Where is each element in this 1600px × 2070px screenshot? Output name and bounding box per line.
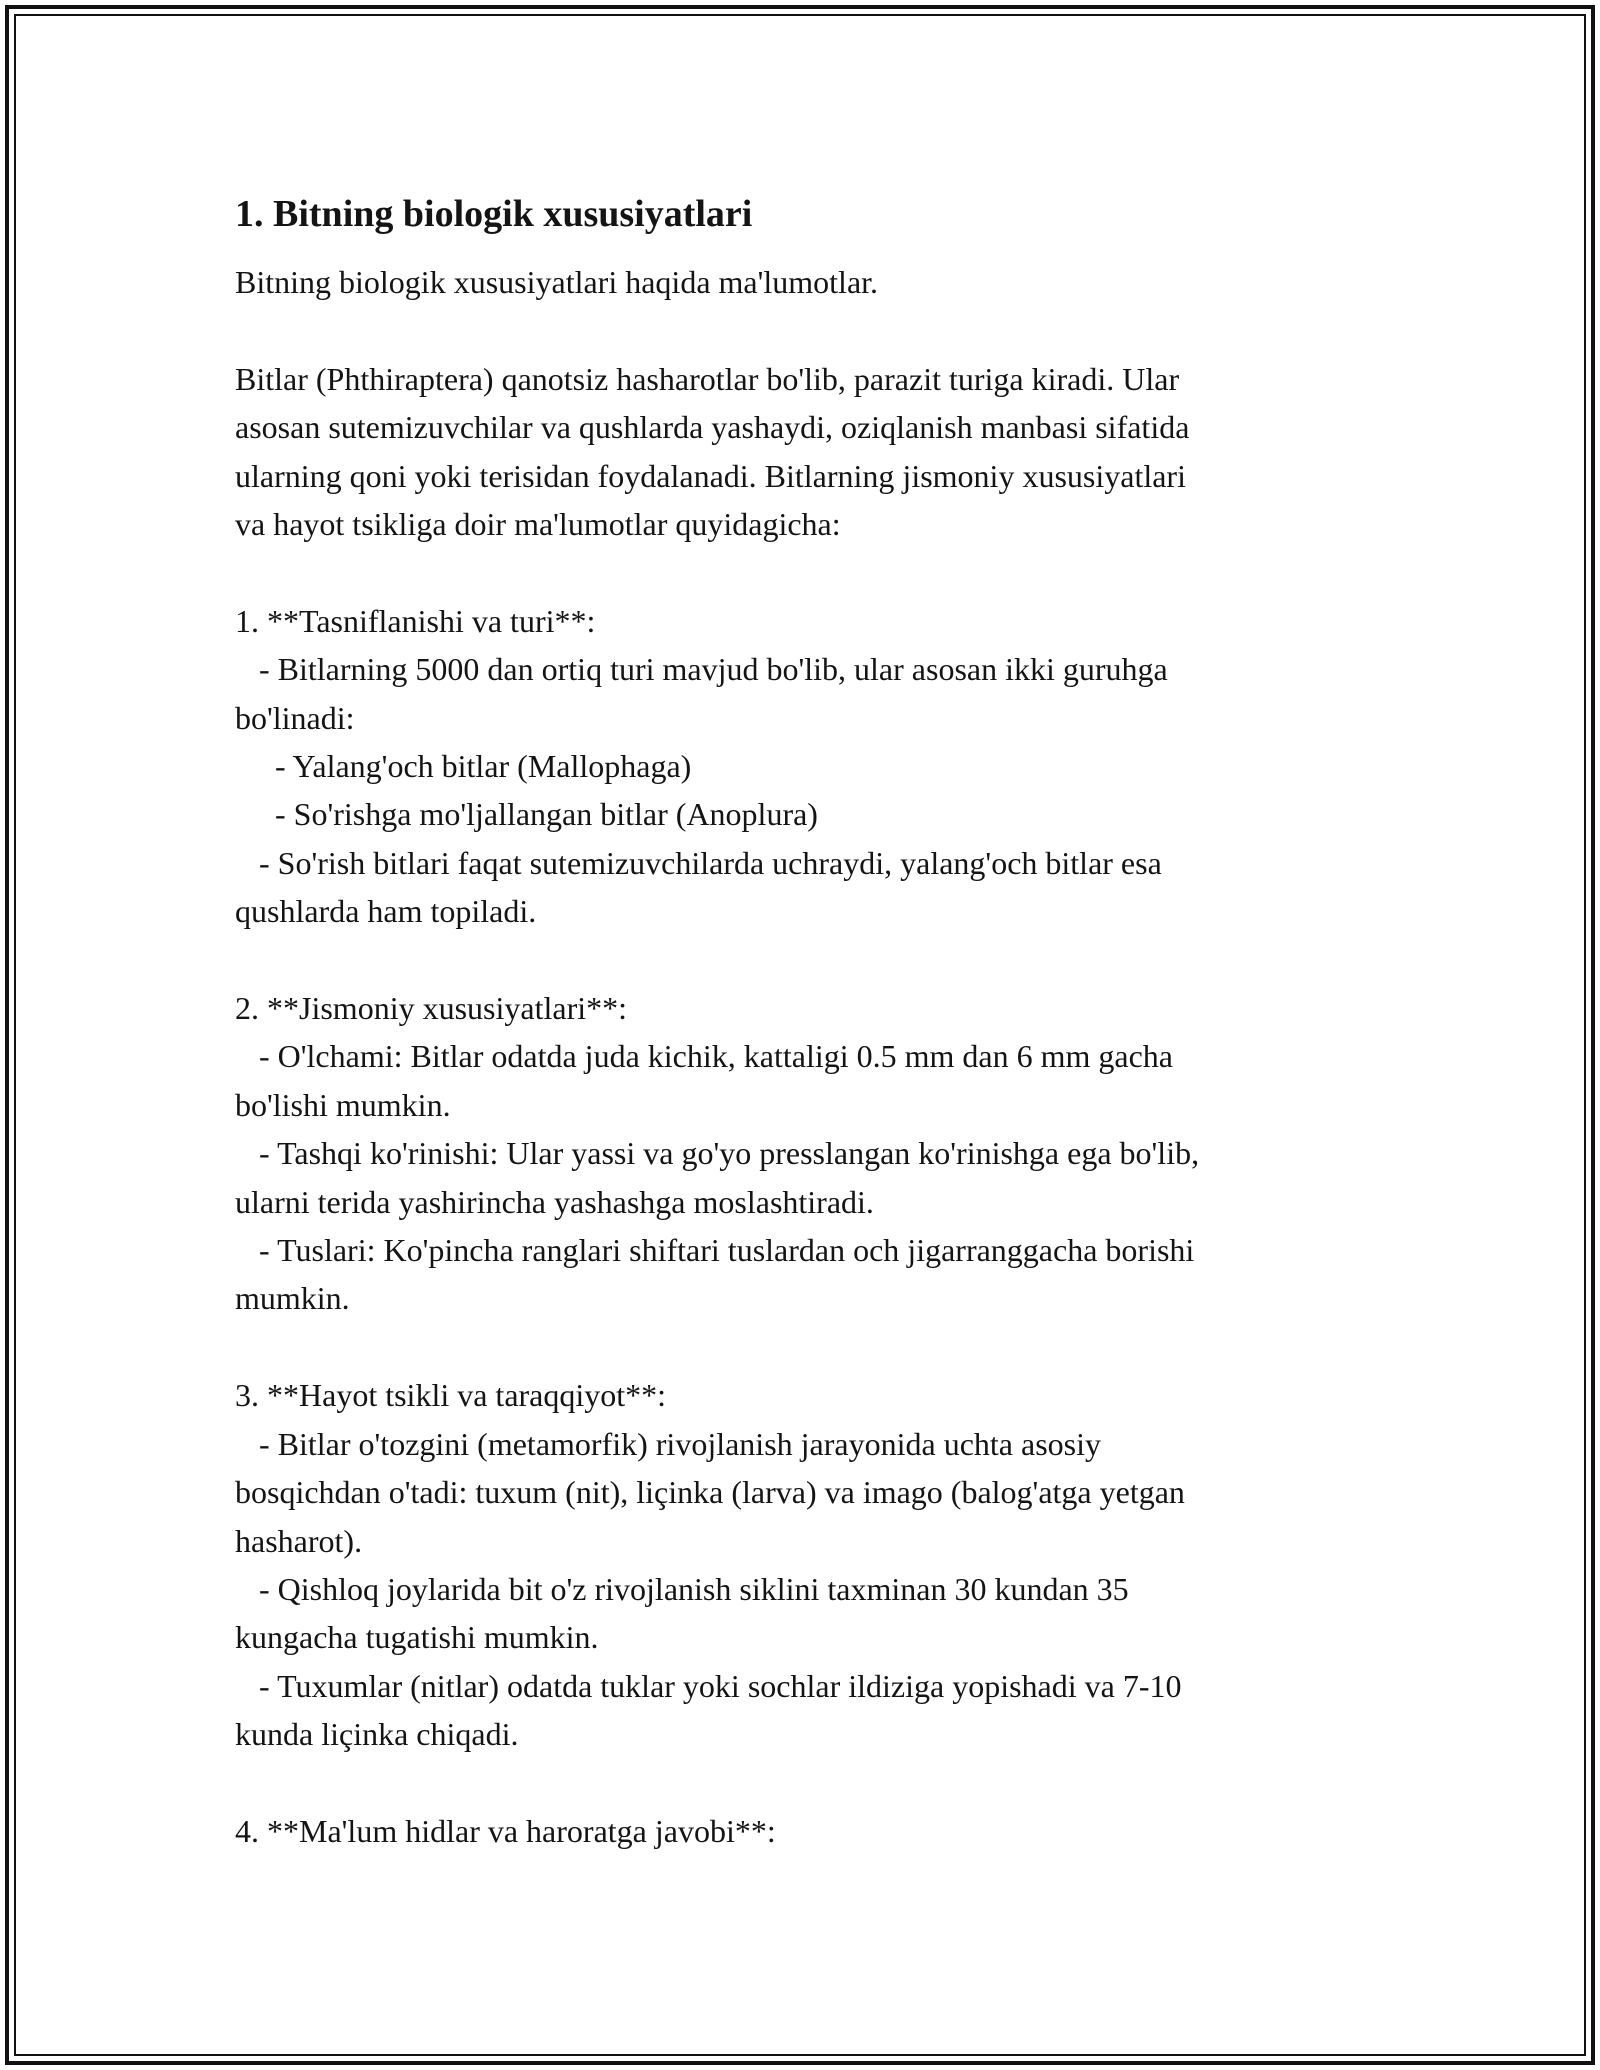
text-line: - So'rish bitlari faqat sutemizuvchilarda uchraydi, yalang'och bitlar esa bbox=[235, 844, 1162, 881]
text-line: asosan sutemizuvchilar va qushlarda yashaydi, oziqlanish manbasi sifatida bbox=[235, 409, 1190, 446]
text-line: mumkin. bbox=[235, 1280, 350, 1317]
text-line: 1. **Tasniflanishi va turi**: bbox=[235, 602, 596, 639]
text-line: - Bitlarning 5000 dan ortiq turi mavjud bo'lib, ular asosan ikki guruhga bbox=[235, 651, 1168, 688]
text-line: Bitlar (Phthiraptera) qanotsiz hasharotlar bo'lib, parazit turiga kiradi. Ular bbox=[235, 360, 1180, 397]
text-line: - Yalang'och bitlar (Mallophaga) bbox=[235, 748, 692, 785]
text-line: kunda liçinka chiqadi. bbox=[235, 1716, 519, 1753]
text-line: va hayot tsikliga doir ma'lumotlar quyidagicha: bbox=[235, 506, 841, 543]
text-line: - Qishloq joylarida bit o'z rivojlanish siklini taxminan 30 kundan 35 bbox=[235, 1570, 1129, 1607]
text-line: kungacha tugatishi mumkin. bbox=[235, 1619, 599, 1656]
text-line: - Tashqi ko'rinishi: Ular yassi va go'yo presslangan ko'rinishga ega bo'lib, bbox=[235, 1135, 1200, 1172]
text-line: Bitning biologik xususiyatlari haqida ma'lumotlar. bbox=[235, 264, 879, 300]
text-line: bo'lishi mumkin. bbox=[235, 1086, 451, 1123]
blank-line bbox=[235, 1323, 1365, 1371]
text-line: bo'linadi: bbox=[235, 699, 355, 736]
blank-line bbox=[235, 1759, 1365, 1807]
blank-line bbox=[235, 548, 1365, 596]
document-text bbox=[235, 258, 1365, 1855]
text-line: - Tuslari: Ko'pincha ranglari shiftari tuslardan och jigarranggacha borishi bbox=[235, 1232, 1195, 1269]
text-line: - Tuxumlar (nitlar) odatda tuklar yoki sochlar ildiziga yopishadi va 7-10 bbox=[235, 1667, 1182, 1704]
text-line: qushlarda ham topiladi. bbox=[235, 893, 537, 930]
text-line: - So'rishga mo'ljallangan bitlar (Anoplura) bbox=[235, 796, 818, 833]
document-body bbox=[235, 188, 1365, 1855]
text-line: 2. **Jismoniy xususiyatlari**: bbox=[235, 990, 627, 1027]
text-line: - O'lchami: Bitlar odatda juda kichik, kattaligi 0.5 mm dan 6 mm gacha bbox=[235, 1038, 1173, 1075]
blank-line bbox=[235, 936, 1365, 984]
text-line: - Bitlar o'tozgini (metamorfik) rivojlanish jarayonida uchta asosiy bbox=[235, 1425, 1101, 1462]
text-line: bosqichdan o'tadi: tuxum (nit), liçinka (larva) va imago (balog'atga yetgan bbox=[235, 1474, 1185, 1511]
text-line: 4. **Ma'lum hidlar va haroratga javobi**: bbox=[235, 1812, 776, 1849]
text-line: hasharot). bbox=[235, 1522, 363, 1559]
text-line: ularni terida yashirincha yashashga moslashtiradi. bbox=[235, 1183, 874, 1220]
text-line: 3. **Hayot tsikli va taraqqiyot**: bbox=[235, 1377, 667, 1414]
document-heading: 1. Bitning biologik xususiyatlari bbox=[235, 193, 753, 235]
blank-line bbox=[235, 306, 1365, 354]
text-line: ularning qoni yoki terisidan foydalanadi. Bitlarning jismoniy xususiyatlari bbox=[235, 457, 1186, 494]
